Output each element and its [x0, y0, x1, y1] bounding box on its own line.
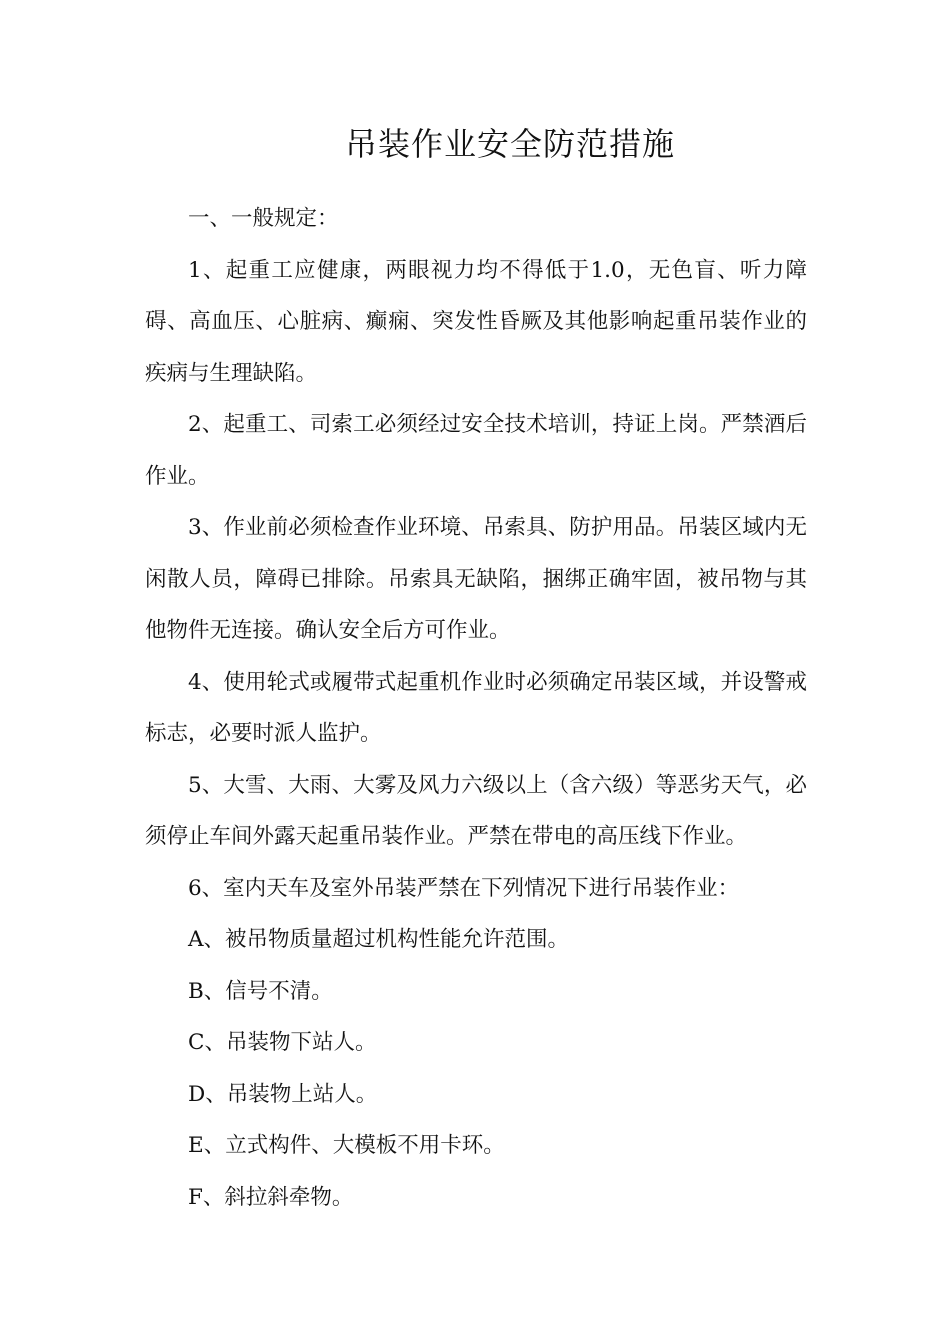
- rule-paragraph-4: 4、使用轮式或履带式起重机作业时必须确定吊装区域，并设警戒标志，必要时派人监护。: [145, 669, 807, 746]
- document-body: [145, 193, 807, 1223]
- sub-item-d: D、吊装物上站人。: [188, 1081, 378, 1107]
- sub-item-b: B、信号不清。: [188, 978, 333, 1004]
- sub-item-f: F、斜拉斜牵物。: [188, 1184, 354, 1210]
- sub-item-a: A、被吊物质量超过机构性能允许范围。: [188, 927, 570, 952]
- document-title: 吊装作业安全防范措施: [344, 125, 675, 163]
- section-heading: 一、一般规定：: [188, 206, 339, 231]
- rule-paragraph-6: 6、室内天车及室外吊装严禁在下列情况下进行吊装作业：: [188, 875, 740, 901]
- sub-item-c: C、吊装物下站人。: [188, 1030, 377, 1055]
- rule-paragraph-2: 2、起重工、司索工必须经过安全技术培训，持证上岗。严禁酒后作业。: [145, 412, 807, 489]
- rule-paragraph-1: 1、起重工应健康，两眼视力均不得低于1.0，无色盲、听力障碍、高血压、心脏病、癫痫、突发性昏厥及其他影响起重吊装作业的疾病与生理缺陷。: [145, 257, 807, 386]
- sub-item-e: E、立式构件、大模板不用卡环。: [188, 1133, 505, 1158]
- rule-paragraph-3: 3、作业前必须检查作业环境、吊索具、防护用品。吊装区域内无闲散人员，障碍已排除。吊索具无缺陷，捆绑正确牢固，被吊物与其他物件无连接。确认安全后方可作业。: [145, 515, 807, 643]
- rule-paragraph-5: 5、大雪、大雨、大雾及风力六级以上（含六级）等恶劣天气，必须停止车间外露天起重吊装作业。严禁在带电的高压线下作业。: [145, 772, 807, 849]
